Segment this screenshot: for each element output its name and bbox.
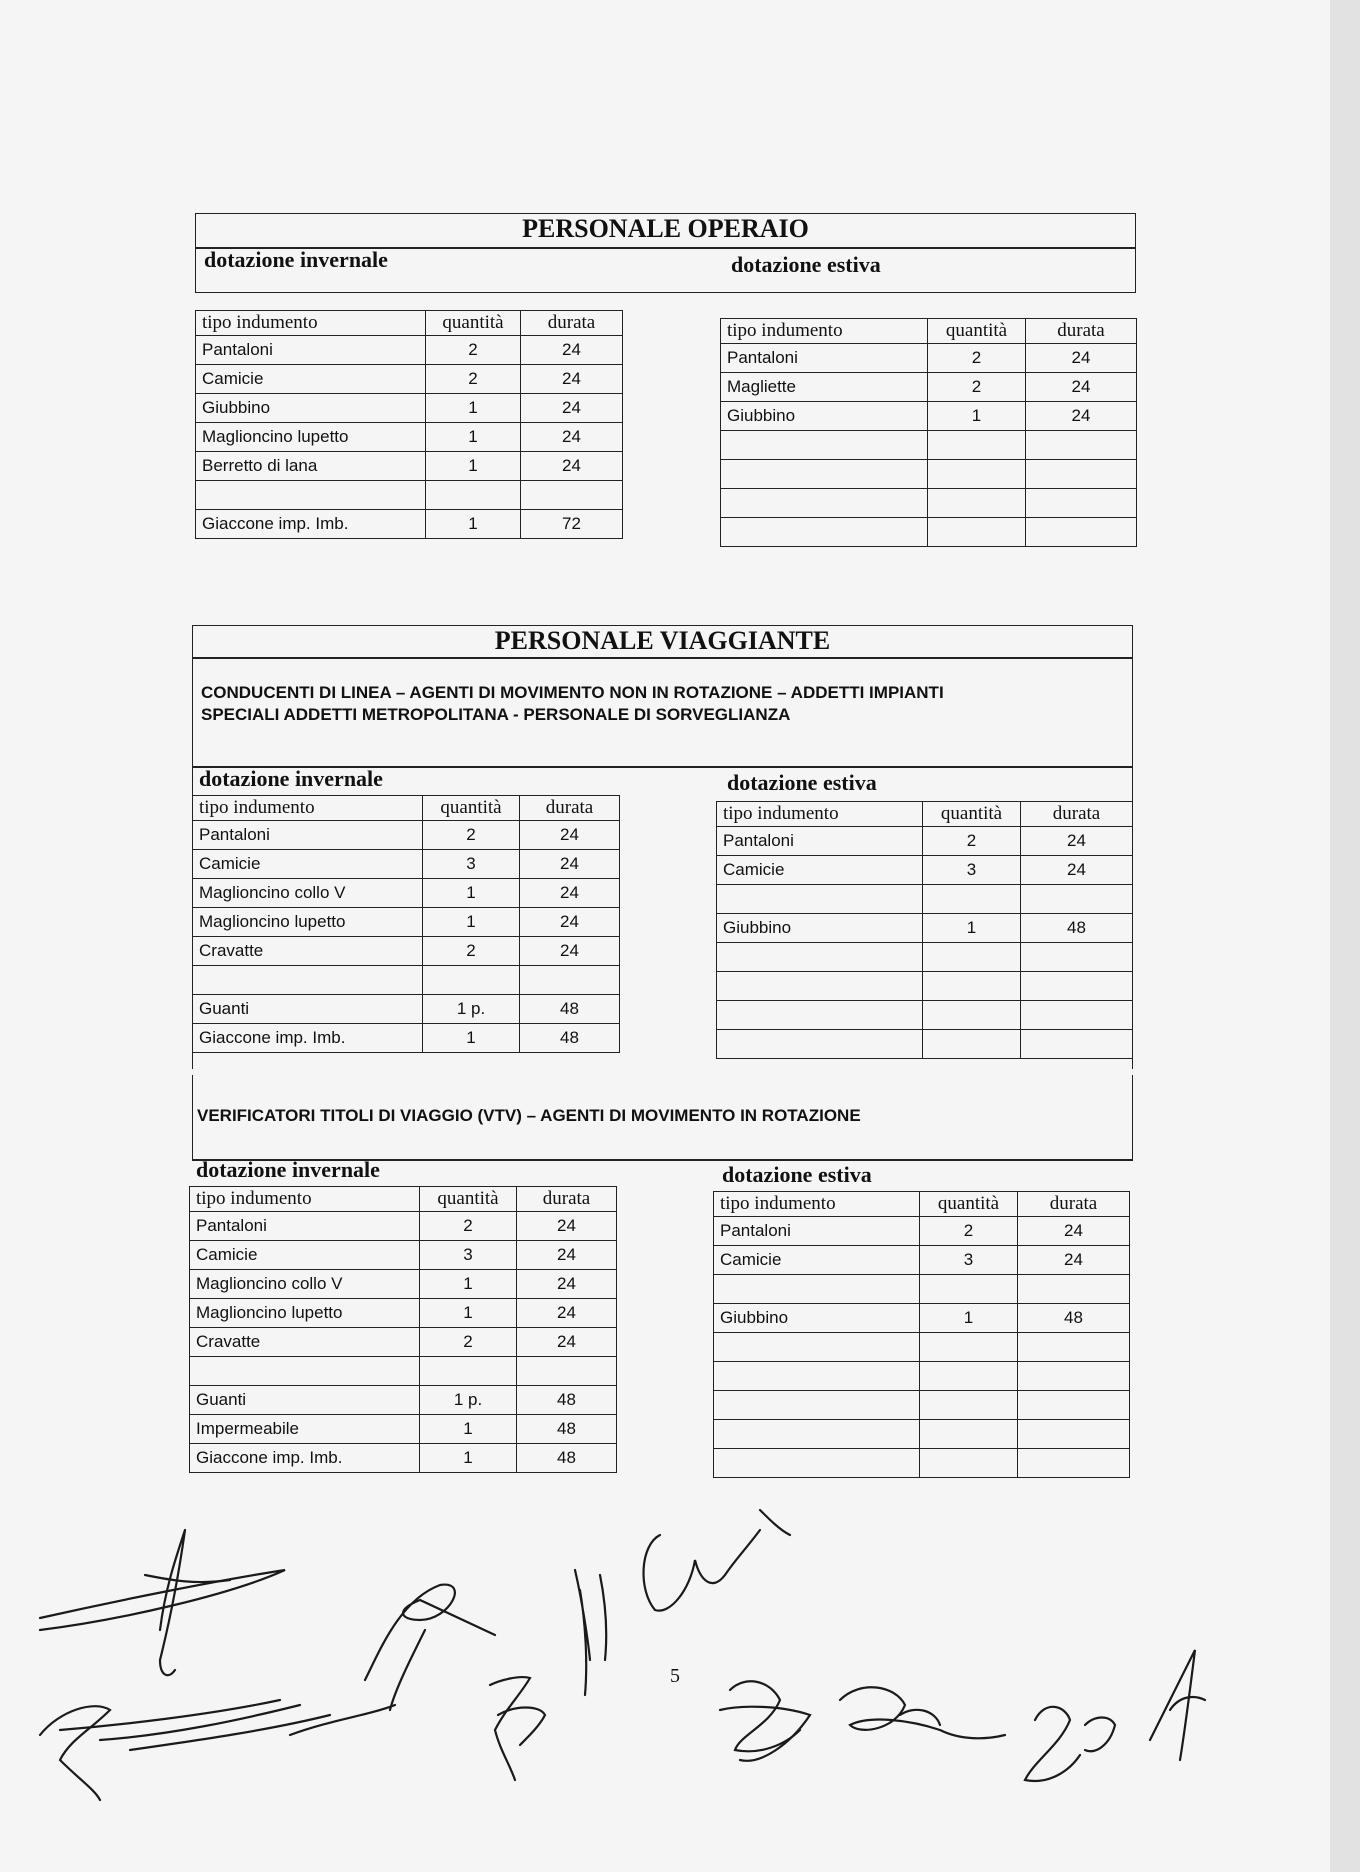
operaio-est-row xyxy=(721,460,1137,489)
operaio-inv-cell-durata xyxy=(521,481,623,510)
group2-inv-header-quantita: quantità xyxy=(420,1187,517,1212)
operaio-inv-cell-tipo: Giubbino xyxy=(196,394,426,423)
group2-est-row xyxy=(714,1362,1130,1391)
operaio-est-cell-quantita xyxy=(928,460,1026,489)
group2-est-row xyxy=(714,1420,1130,1449)
group2-inv-row xyxy=(190,1444,617,1473)
operaio-inv-cell-quantita: 2 xyxy=(426,365,521,394)
group1-inv-row xyxy=(193,966,620,995)
group1-est-cell-durata: 24 xyxy=(1021,827,1133,856)
operaio-title: PERSONALE OPERAIO xyxy=(522,214,809,243)
group1-est-cell-durata xyxy=(1021,943,1133,972)
operaio-est-cell-durata: 24 xyxy=(1026,344,1137,373)
operaio-est-cell-durata: 24 xyxy=(1026,373,1137,402)
operaio-est-cell-quantita: 2 xyxy=(928,373,1026,402)
group1-inv-row xyxy=(193,821,620,850)
operaio-est-cell-tipo xyxy=(721,460,928,489)
group1-subtitle-line1: CONDUCENTI DI LINEA – AGENTI DI MOVIMENTO NON IN ROTAZIONE – ADDETTI IMPIANTI xyxy=(201,683,944,702)
group2-inv-row xyxy=(190,1270,617,1299)
group2-inv-cell-quantita: 2 xyxy=(420,1212,517,1241)
group2-est-header-quantita: quantità xyxy=(920,1192,1018,1217)
group1-inv-row xyxy=(193,908,620,937)
group2-inv-cell-tipo: Giaccone imp. Imb. xyxy=(190,1444,420,1473)
group2-inv-row xyxy=(190,1357,617,1386)
operaio-inv-cell-tipo: Giaccone imp. Imb. xyxy=(196,510,426,539)
group1-est-row xyxy=(717,1030,1133,1059)
operaio-inv-cell-durata: 24 xyxy=(521,336,623,365)
group1-inv-cell-tipo: Maglioncino collo V xyxy=(193,879,423,908)
group1-inv-row xyxy=(193,1024,620,1053)
operaio-inv-header-row xyxy=(196,311,623,336)
group1-est-cell-durata: 24 xyxy=(1021,856,1133,885)
group2-inv-cell-tipo: Camicie xyxy=(190,1241,420,1270)
operaio-inv-row xyxy=(196,452,623,481)
operaio-inv-header-quantita: quantità xyxy=(426,311,521,336)
operaio-inv-cell-durata: 72 xyxy=(521,510,623,539)
group2-est-cell-tipo xyxy=(714,1333,920,1362)
group2-est-cell-tipo xyxy=(714,1391,920,1420)
group2-inv-cell-tipo: Maglioncino collo V xyxy=(190,1270,420,1299)
group2-est-row xyxy=(714,1275,1130,1304)
group1-est-cell-durata xyxy=(1021,1030,1133,1059)
group1-est-row xyxy=(717,827,1133,856)
group1-inv-row xyxy=(193,937,620,966)
group1-est-label: dotazione estiva xyxy=(727,770,877,795)
group1-est-cell-durata: 48 xyxy=(1021,914,1133,943)
operaio-inv-cell-durata: 24 xyxy=(521,394,623,423)
group2-est-cell-durata xyxy=(1018,1420,1130,1449)
group2-inv-cell-durata: 24 xyxy=(517,1328,617,1357)
group1-est-cell-quantita: 3 xyxy=(923,856,1021,885)
operaio-inv-cell-quantita: 1 xyxy=(426,510,521,539)
operaio-est-cell-durata xyxy=(1026,518,1137,547)
group2-inv-cell-quantita: 1 xyxy=(420,1415,517,1444)
group2-est-cell-durata xyxy=(1018,1391,1130,1420)
group1-est-row xyxy=(717,1001,1133,1030)
operaio-est-row xyxy=(721,431,1137,460)
operaio-est-row xyxy=(721,344,1137,373)
group1-est-cell-quantita xyxy=(923,972,1021,1001)
operaio-inv-cell-durata: 24 xyxy=(521,423,623,452)
group1-inv-cell-quantita: 1 p. xyxy=(423,995,520,1024)
group2-inv-cell-quantita: 1 xyxy=(420,1444,517,1473)
operaio-est-label: dotazione estiva xyxy=(731,252,881,277)
group1-est-cell-quantita xyxy=(923,885,1021,914)
operaio-inv-row xyxy=(196,510,623,539)
group1-est-cell-quantita: 2 xyxy=(923,827,1021,856)
group1-inv-cell-tipo: Pantaloni xyxy=(193,821,423,850)
group1-est-cell-durata xyxy=(1021,972,1133,1001)
handwritten-signatures xyxy=(0,1500,1330,1860)
operaio-est-cell-quantita: 1 xyxy=(928,402,1026,431)
group2-est-cell-quantita xyxy=(920,1275,1018,1304)
group1-est-header-durata: durata xyxy=(1021,802,1133,827)
group1-inv-header-durata: durata xyxy=(520,796,620,821)
operaio-est-header-durata: durata xyxy=(1026,319,1137,344)
group2-inv-cell-durata: 48 xyxy=(517,1386,617,1415)
group1-est-cell-tipo xyxy=(717,972,923,1001)
operaio-est-cell-quantita xyxy=(928,431,1026,460)
group2-est-cell-durata xyxy=(1018,1333,1130,1362)
group1-inv-cell-quantita: 2 xyxy=(423,821,520,850)
group1-est-cell-tipo xyxy=(717,1030,923,1059)
group2-est-row xyxy=(714,1304,1130,1333)
group2-inv-row xyxy=(190,1415,617,1444)
group2-inv-cell-quantita xyxy=(420,1357,517,1386)
operaio-inv-cell-durata: 24 xyxy=(521,365,623,394)
operaio-est-header-quantita: quantità xyxy=(928,319,1026,344)
group2-est-header-tipo: tipo indumento xyxy=(714,1192,920,1217)
group2-est-cell-quantita xyxy=(920,1449,1018,1478)
operaio-inv-cell-tipo: Berretto di lana xyxy=(196,452,426,481)
scan-edge xyxy=(1330,0,1360,1872)
group2-inv-row xyxy=(190,1299,617,1328)
operaio-est-row xyxy=(721,402,1137,431)
group2-inv-header-durata: durata xyxy=(517,1187,617,1212)
group2-inv-header-row xyxy=(190,1187,617,1212)
operaio-est-cell-durata xyxy=(1026,489,1137,518)
group2-est-header-durata: durata xyxy=(1018,1192,1130,1217)
group1-est-cell-tipo: Giubbino xyxy=(717,914,923,943)
operaio-est-cell-tipo xyxy=(721,431,928,460)
group2-inv-cell-tipo: Maglioncino lupetto xyxy=(190,1299,420,1328)
operaio-inv-row xyxy=(196,336,623,365)
group2-est-cell-tipo: Camicie xyxy=(714,1246,920,1275)
group2-est-cell-quantita xyxy=(920,1333,1018,1362)
group1-inv-cell-quantita: 1 xyxy=(423,879,520,908)
group1-inv-cell-durata: 48 xyxy=(520,995,620,1024)
group2-est-row xyxy=(714,1333,1130,1362)
operaio-inv-cell-tipo: Maglioncino lupetto xyxy=(196,423,426,452)
group2-inv-cell-quantita: 1 xyxy=(420,1270,517,1299)
group2-inv-row xyxy=(190,1241,617,1270)
group1-inv-cell-quantita: 1 xyxy=(423,908,520,937)
group1-inv-cell-tipo: Giaccone imp. Imb. xyxy=(193,1024,423,1053)
operaio-inv-cell-tipo: Camicie xyxy=(196,365,426,394)
operaio-inv-cell-quantita xyxy=(426,481,521,510)
group2-est-cell-durata xyxy=(1018,1449,1130,1478)
group2-est-cell-quantita: 3 xyxy=(920,1246,1018,1275)
group1-inv-header-tipo: tipo indumento xyxy=(193,796,423,821)
group2-est-row xyxy=(714,1217,1130,1246)
group1-est-cell-quantita xyxy=(923,943,1021,972)
group1-inv-table xyxy=(192,795,620,1053)
group1-inv-cell-durata: 24 xyxy=(520,850,620,879)
group1-inv-cell-tipo: Camicie xyxy=(193,850,423,879)
group1-est-row xyxy=(717,972,1133,1001)
group2-est-cell-durata xyxy=(1018,1362,1130,1391)
group2-est-cell-quantita: 2 xyxy=(920,1217,1018,1246)
group2-est-cell-tipo: Pantaloni xyxy=(714,1217,920,1246)
group1-inv-cell-quantita xyxy=(423,966,520,995)
group1-est-row xyxy=(717,914,1133,943)
group2-est-cell-quantita xyxy=(920,1362,1018,1391)
group2-est-cell-quantita xyxy=(920,1391,1018,1420)
operaio-est-cell-quantita: 2 xyxy=(928,344,1026,373)
group2-inv-cell-tipo: Impermeabile xyxy=(190,1415,420,1444)
group2-inv-cell-tipo: Pantaloni xyxy=(190,1212,420,1241)
group2-est-row xyxy=(714,1449,1130,1478)
group1-inv-cell-quantita: 2 xyxy=(423,937,520,966)
operaio-inv-label: dotazione invernale xyxy=(204,247,388,272)
group2-est-row xyxy=(714,1391,1130,1420)
group1-est-cell-tipo xyxy=(717,943,923,972)
page-number: 5 xyxy=(670,1665,680,1687)
group2-inv-cell-quantita: 1 xyxy=(420,1299,517,1328)
group2-inv-cell-tipo: Guanti xyxy=(190,1386,420,1415)
group1-est-table xyxy=(716,801,1133,1059)
operaio-est-row xyxy=(721,373,1137,402)
operaio-est-cell-quantita xyxy=(928,518,1026,547)
group2-est-cell-tipo xyxy=(714,1275,920,1304)
group1-inv-header-row xyxy=(193,796,620,821)
group1-est-row xyxy=(717,856,1133,885)
operaio-inv-cell-quantita: 1 xyxy=(426,452,521,481)
group1-inv-label: dotazione invernale xyxy=(199,766,383,791)
group1-inv-row xyxy=(193,850,620,879)
operaio-est-row xyxy=(721,489,1137,518)
operaio-inv-cell-quantita: 1 xyxy=(426,394,521,423)
group1-inv-cell-tipo: Guanti xyxy=(193,995,423,1024)
operaio-inv-header-durata: durata xyxy=(521,311,623,336)
group1-est-cell-tipo: Camicie xyxy=(717,856,923,885)
group2-est-cell-tipo: Giubbino xyxy=(714,1304,920,1333)
operaio-est-header-tipo: tipo indumento xyxy=(721,319,928,344)
group2-inv-cell-durata: 24 xyxy=(517,1241,617,1270)
group1-inv-cell-durata xyxy=(520,966,620,995)
group1-inv-header-quantita: quantità xyxy=(423,796,520,821)
group2-est-cell-tipo xyxy=(714,1362,920,1391)
group2-frame xyxy=(192,1075,1133,1161)
group2-est-row xyxy=(714,1246,1130,1275)
group2-inv-header-tipo: tipo indumento xyxy=(190,1187,420,1212)
group2-inv-row xyxy=(190,1386,617,1415)
group1-est-header-tipo: tipo indumento xyxy=(717,802,923,827)
operaio-est-cell-durata xyxy=(1026,431,1137,460)
group1-inv-cell-tipo xyxy=(193,966,423,995)
viaggiante-title: PERSONALE VIAGGIANTE xyxy=(494,626,831,655)
group2-inv-table xyxy=(189,1186,617,1473)
group2-est-cell-durata: 24 xyxy=(1018,1217,1130,1246)
group2-inv-cell-quantita: 2 xyxy=(420,1328,517,1357)
operaio-inv-cell-quantita: 1 xyxy=(426,423,521,452)
operaio-est-cell-tipo xyxy=(721,518,928,547)
group2-inv-cell-durata: 24 xyxy=(517,1299,617,1328)
operaio-inv-cell-tipo xyxy=(196,481,426,510)
group1-inv-cell-durata: 24 xyxy=(520,908,620,937)
group2-est-cell-quantita xyxy=(920,1420,1018,1449)
group1-inv-cell-tipo: Maglioncino lupetto xyxy=(193,908,423,937)
group2-inv-cell-tipo: Cravatte xyxy=(190,1328,420,1357)
operaio-est-cell-durata xyxy=(1026,460,1137,489)
operaio-inv-header-tipo: tipo indumento xyxy=(196,311,426,336)
group2-est-label: dotazione estiva xyxy=(722,1162,872,1187)
group1-est-row xyxy=(717,943,1133,972)
group1-inv-cell-tipo: Cravatte xyxy=(193,937,423,966)
group2-est-cell-durata: 48 xyxy=(1018,1304,1130,1333)
operaio-inv-row xyxy=(196,365,623,394)
group1-inv-row xyxy=(193,995,620,1024)
group2-est-cell-tipo xyxy=(714,1420,920,1449)
group1-inv-cell-quantita: 3 xyxy=(423,850,520,879)
operaio-inv-cell-durata: 24 xyxy=(521,452,623,481)
group1-est-cell-durata xyxy=(1021,1001,1133,1030)
group1-inv-cell-durata: 24 xyxy=(520,879,620,908)
group2-inv-cell-tipo xyxy=(190,1357,420,1386)
group1-est-cell-tipo xyxy=(717,1001,923,1030)
group2-est-cell-quantita: 1 xyxy=(920,1304,1018,1333)
group2-inv-cell-quantita: 1 p. xyxy=(420,1386,517,1415)
operaio-est-header-row xyxy=(721,319,1137,344)
group2-inv-cell-quantita: 3 xyxy=(420,1241,517,1270)
group2-inv-cell-durata: 24 xyxy=(517,1212,617,1241)
operaio-inv-row xyxy=(196,394,623,423)
group1-inv-cell-durata: 48 xyxy=(520,1024,620,1053)
group1-est-cell-durata xyxy=(1021,885,1133,914)
operaio-inv-table xyxy=(195,310,623,539)
group2-inv-cell-durata: 48 xyxy=(517,1444,617,1473)
operaio-inv-cell-quantita: 2 xyxy=(426,336,521,365)
group1-inv-cell-quantita: 1 xyxy=(423,1024,520,1053)
group2-inv-label: dotazione invernale xyxy=(196,1157,380,1182)
group1-est-cell-quantita xyxy=(923,1030,1021,1059)
group1-est-row xyxy=(717,885,1133,914)
group2-subtitle: VERIFICATORI TITOLI DI VIAGGIO (VTV) – AGENTI DI MOVIMENTO IN ROTAZIONE xyxy=(197,1106,861,1125)
operaio-est-cell-tipo: Giubbino xyxy=(721,402,928,431)
group1-est-cell-tipo xyxy=(717,885,923,914)
operaio-est-row xyxy=(721,518,1137,547)
group1-inv-cell-durata: 24 xyxy=(520,937,620,966)
group1-inv-cell-durata: 24 xyxy=(520,821,620,850)
group2-inv-cell-durata xyxy=(517,1357,617,1386)
group2-est-cell-durata xyxy=(1018,1275,1130,1304)
operaio-inv-cell-tipo: Pantaloni xyxy=(196,336,426,365)
group1-inv-row xyxy=(193,879,620,908)
group2-inv-cell-durata: 48 xyxy=(517,1415,617,1444)
operaio-est-table xyxy=(720,318,1137,547)
operaio-est-cell-quantita xyxy=(928,489,1026,518)
group2-est-table xyxy=(713,1191,1130,1478)
operaio-inv-row xyxy=(196,423,623,452)
operaio-est-cell-tipo: Pantaloni xyxy=(721,344,928,373)
group2-est-header-row xyxy=(714,1192,1130,1217)
group2-inv-row xyxy=(190,1328,617,1357)
group1-est-cell-quantita: 1 xyxy=(923,914,1021,943)
group2-inv-cell-durata: 24 xyxy=(517,1270,617,1299)
group1-est-header-quantita: quantità xyxy=(923,802,1021,827)
group1-subtitle-line2: SPECIALI ADDETTI METROPOLITANA - PERSONALE DI SORVEGLIANZA xyxy=(201,705,791,724)
group1-est-cell-tipo: Pantaloni xyxy=(717,827,923,856)
operaio-est-cell-tipo xyxy=(721,489,928,518)
operaio-est-cell-tipo: Magliette xyxy=(721,373,928,402)
group1-est-header-row xyxy=(717,802,1133,827)
group2-est-cell-tipo xyxy=(714,1449,920,1478)
operaio-est-cell-durata: 24 xyxy=(1026,402,1137,431)
group2-inv-row xyxy=(190,1212,617,1241)
group1-est-cell-quantita xyxy=(923,1001,1021,1030)
operaio-inv-row xyxy=(196,481,623,510)
group2-est-cell-durata: 24 xyxy=(1018,1246,1130,1275)
operaio-frame xyxy=(195,213,1136,293)
